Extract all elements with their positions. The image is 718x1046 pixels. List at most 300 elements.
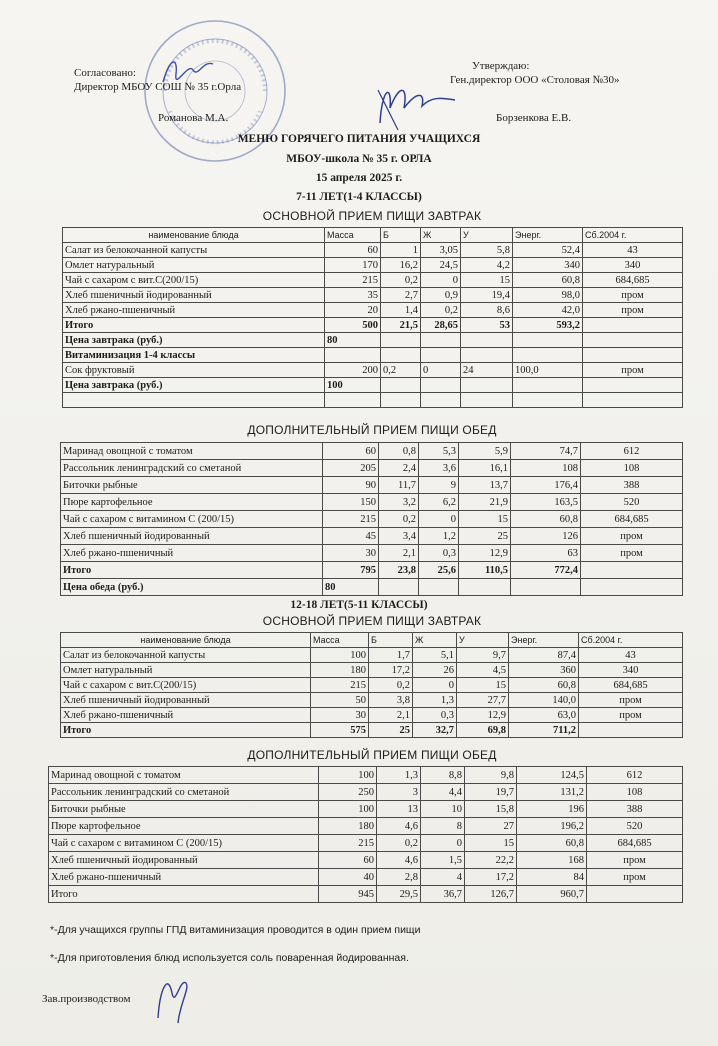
cell-u: 27 [465,818,517,835]
column-header: Ж [421,228,461,243]
cell-u: 8,6 [461,303,513,318]
cell-b: 0,2 [381,363,421,378]
cell-energy: 711,2 [509,723,579,738]
cell-u: 16,1 [459,460,511,477]
cell-sb: 340 [583,258,683,273]
agreed-label: Согласовано: [74,67,136,79]
cell-mass: 50 [311,693,369,708]
cell-name: Салат из белокочанной капусты [61,648,311,663]
cell-name: Цена завтрака (руб.) [63,333,325,348]
agreed-position: Директор МБОУ СОШ № 35 г.Орла [74,81,242,93]
cell-zh [421,348,461,363]
table-row [61,460,683,477]
cell-zh: 0 [421,835,465,852]
cell-sb: 520 [581,494,683,511]
column-header: Б [381,228,421,243]
cell-energy: 87,4 [509,648,579,663]
cell-name: Чай с сахаром с витамином С (200/15) [61,511,323,528]
cell-sb [581,562,683,579]
cell-u: 126,7 [465,886,517,903]
cell-name: Цена завтрака (руб.) [63,378,325,393]
cell-b: 3,4 [379,528,419,545]
cell-mass: 30 [311,708,369,723]
cell-sb: пром [581,528,683,545]
cell-b: 17,2 [369,663,413,678]
cell-zh: 25,6 [419,562,459,579]
cell-u [461,348,513,363]
cell-name: Хлеб пшеничный йодированный [61,693,311,708]
cell-u [461,333,513,348]
cell-mass: 180 [311,663,369,678]
cell-mass [325,348,381,363]
cell-b: 1,4 [381,303,421,318]
cell-zh: 3,05 [421,243,461,258]
cell-energy: 196 [517,801,587,818]
cell-sb: пром [587,869,683,886]
cell-energy: 74,7 [511,443,581,460]
cell-u: 4,5 [457,663,509,678]
table-lunch-2 [48,766,683,903]
cell-name: Хлеб пшеничный йодированный [61,528,323,545]
table-row [49,886,683,903]
cell-mass: 250 [319,784,377,801]
cell-sb [583,393,683,408]
table-row [63,273,683,288]
table-lunch-1 [60,442,683,596]
cell-name: Итого [61,723,311,738]
cell-sb: 684,685 [583,273,683,288]
section-title-lunch-2: ДОПОЛНИТЕЛЬНЫЙ ПРИЕМ ПИЩИ ОБЕД [247,748,497,762]
cell-mass: 215 [323,511,379,528]
cell-name: Витаминизация 1-4 классы [63,348,325,363]
cell-zh [421,333,461,348]
cell-mass: 945 [319,886,377,903]
cell-zh: 0 [419,511,459,528]
table-row [63,288,683,303]
cell-name: Биточки рыбные [49,801,319,818]
cell-name: Хлеб ржано-пшеничный [61,708,311,723]
cell-b [381,378,421,393]
cell-energy: 163,5 [511,494,581,511]
cell-name: Омлет натуральный [63,258,325,273]
cell-zh: 6,2 [419,494,459,511]
cell-u: 15,8 [465,801,517,818]
cell-zh: 5,1 [413,648,457,663]
approval-right [450,59,620,125]
table-row [49,869,683,886]
approved-name: Борзенкова Е.В. [496,112,572,124]
cell-energy: 84 [517,869,587,886]
cell-zh: 0,3 [413,708,457,723]
cell-u: 15 [459,511,511,528]
table-row [61,443,683,460]
cell-sb [583,318,683,333]
table-row [63,318,683,333]
cell-zh: 10 [421,801,465,818]
section-title-lunch-1: ДОПОЛНИТЕЛЬНЫЙ ПРИЕМ ПИЩИ ОБЕД [247,423,497,437]
menu-date: 15 апреля 2025 г. [315,172,403,184]
cell-energy [513,333,583,348]
cell-sb: пром [581,545,683,562]
cell-u: 12,9 [459,545,511,562]
cell-sb: 388 [581,477,683,494]
cell-energy [513,393,583,408]
cell-sb [583,333,683,348]
cell-zh: 0,3 [419,545,459,562]
cell-zh: 8,8 [421,767,465,784]
cell-name: Хлеб ржано-пшеничный [49,869,319,886]
cell-name: Пюре картофельное [49,818,319,835]
cell-energy: 196,2 [517,818,587,835]
cell-energy: 52,4 [513,243,583,258]
cell-zh: 9 [419,477,459,494]
approved-position: Ген.директор ООО «Столовая №30» [450,74,620,86]
cell-zh: 28,65 [421,318,461,333]
cell-sb: 684,685 [587,835,683,852]
column-header: Сб.2004 г. [579,633,683,648]
cell-u: 27,7 [457,693,509,708]
cell-b: 0,8 [379,443,419,460]
cell-u: 15 [457,678,509,693]
table-row [49,801,683,818]
cell-sb: 43 [579,648,683,663]
table-breakfast-2 [60,632,683,738]
cell-zh: 0 [421,363,461,378]
cell-name: Пюре картофельное [61,494,323,511]
table-row [49,835,683,852]
cell-b: 1,7 [369,648,413,663]
cell-b: 16,2 [381,258,421,273]
table-row [61,545,683,562]
cell-energy: 108 [511,460,581,477]
cell-zh: 0 [421,273,461,288]
cell-u [461,378,513,393]
cell-zh: 1,5 [421,852,465,869]
cell-name: Итого [61,562,323,579]
cell-zh: 0 [413,678,457,693]
cell-sb: пром [583,288,683,303]
cell-u: 19,4 [461,288,513,303]
cell-zh: 8 [421,818,465,835]
table-header-row [61,633,683,648]
cell-b: 4,6 [377,818,421,835]
cell-name: Хлеб ржано-пшеничный [61,545,323,562]
cell-u [461,393,513,408]
cell-name: Салат из белокочанной капусты [63,243,325,258]
cell-zh: 36,7 [421,886,465,903]
cell-u: 9,7 [457,648,509,663]
cell-zh: 3,6 [419,460,459,477]
cell-mass: 205 [323,460,379,477]
cell-name [63,393,325,408]
table-row [61,708,683,723]
cell-zh: 1,3 [413,693,457,708]
cell-energy: 60,8 [517,835,587,852]
cell-name: Рассольник ленинградский со сметаной [61,460,323,477]
cell-name: Омлет натуральный [61,663,311,678]
cell-b: 0,2 [379,511,419,528]
cell-mass: 20 [325,303,381,318]
cell-energy: 63 [511,545,581,562]
cell-energy: 100,0 [513,363,583,378]
cell-energy [511,579,581,596]
table-row [61,528,683,545]
cell-b: 2,1 [379,545,419,562]
cell-zh: 26 [413,663,457,678]
cell-zh [421,393,461,408]
cell-name: Хлеб ржано-пшеничный [63,303,325,318]
cell-b: 4,6 [377,852,421,869]
cell-b [381,333,421,348]
table-row [61,579,683,596]
cell-u: 22,2 [465,852,517,869]
cell-b: 11,7 [379,477,419,494]
cell-mass: 80 [323,579,379,596]
cell-b: 2,1 [369,708,413,723]
cell-name: Хлеб пшеничный йодированный [63,288,325,303]
cell-u: 53 [461,318,513,333]
cell-b [379,579,419,596]
column-header: Масса [325,228,381,243]
table-row [49,818,683,835]
cell-b: 2,8 [377,869,421,886]
cell-name: Цена обеда (руб.) [61,579,323,596]
column-header: Б [369,633,413,648]
cell-name: Биточки рыбные [61,477,323,494]
cell-sb: пром [583,303,683,318]
cell-energy: 98,0 [513,288,583,303]
cell-u: 24 [461,363,513,378]
cell-energy: 60,8 [509,678,579,693]
table-row [63,333,683,348]
cell-mass: 200 [325,363,381,378]
cell-mass: 150 [323,494,379,511]
age-group-1: 7-11 ЛЕТ(1-4 КЛАССЫ) [296,191,422,203]
table-row [61,562,683,579]
cell-energy: 63,0 [509,708,579,723]
cell-energy: 593,2 [513,318,583,333]
cell-u: 110,5 [459,562,511,579]
cell-energy: 360 [509,663,579,678]
cell-energy: 340 [513,258,583,273]
cell-b: 0,2 [381,273,421,288]
cell-u: 15 [465,835,517,852]
footnote-vitamins: *-Для учащихся группы ГПД витаминизация проводится в один прием пищи [50,924,421,936]
cell-mass: 500 [325,318,381,333]
cell-mass: 575 [311,723,369,738]
cell-mass: 215 [311,678,369,693]
table-row [61,663,683,678]
cell-mass: 60 [325,243,381,258]
cell-u: 9,8 [465,767,517,784]
cell-sb: 388 [587,801,683,818]
cell-sb: 340 [579,663,683,678]
cell-sb: 612 [587,767,683,784]
cell-name: Маринад овощной с томатом [61,443,323,460]
cell-b: 21,5 [381,318,421,333]
cell-energy: 140,0 [509,693,579,708]
cell-b: 23,8 [379,562,419,579]
table-row [61,678,683,693]
cell-energy: 60,8 [511,511,581,528]
cell-u [459,579,511,596]
cell-name: Маринад овощной с томатом [49,767,319,784]
cell-zh [421,378,461,393]
cell-energy: 131,2 [517,784,587,801]
section-title-breakfast-2: ОСНОВНОЙ ПРИЕМ ПИЩИ ЗАВТРАК [262,614,482,628]
cell-u: 4,2 [461,258,513,273]
cell-energy: 42,0 [513,303,583,318]
cell-b [381,348,421,363]
cell-sb [581,579,683,596]
cell-zh [419,579,459,596]
table-row [61,693,683,708]
cell-b: 3,2 [379,494,419,511]
table-row [63,363,683,378]
cell-sb: пром [587,852,683,869]
table-row [63,348,683,363]
cell-name: Сок фруктовый [63,363,325,378]
approved-label: Утверждаю: [472,60,530,72]
column-header: наименование блюда [61,633,311,648]
cell-b: 2,7 [381,288,421,303]
table-row [61,648,683,663]
cell-u: 25 [459,528,511,545]
cell-sb: пром [583,363,683,378]
cell-energy: 772,4 [511,562,581,579]
cell-mass: 170 [325,258,381,273]
cell-b: 0,2 [377,835,421,852]
cell-energy: 124,5 [517,767,587,784]
cell-zh: 24,5 [421,258,461,273]
cell-mass: 80 [325,333,381,348]
footnote-salt: *-Для приготовления блюд используется соль поваренная йодированная. [50,952,409,964]
cell-name: Хлеб пшеничный йодированный [49,852,319,869]
cell-sb: 684,685 [581,511,683,528]
cell-u: 15 [461,273,513,288]
cell-sb: 612 [581,443,683,460]
manager-signature [150,968,195,1028]
cell-zh: 0,2 [421,303,461,318]
column-header: Сб.2004 г. [583,228,683,243]
table-row [63,303,683,318]
cell-mass [325,393,381,408]
cell-sb [587,886,683,903]
cell-mass: 45 [323,528,379,545]
cell-u: 13,7 [459,477,511,494]
cell-b: 2,4 [379,460,419,477]
cell-sb: пром [579,708,683,723]
cell-zh: 4 [421,869,465,886]
cell-energy: 960,7 [517,886,587,903]
column-header: Энерг. [513,228,583,243]
cell-name: Чай с сахаром с вит.С(200/15) [61,678,311,693]
cell-b: 1,3 [377,767,421,784]
cell-energy: 60,8 [513,273,583,288]
cell-u: 19,7 [465,784,517,801]
cell-name: Чай с сахаром с вит.С(200/15) [63,273,325,288]
cell-zh: 4,4 [421,784,465,801]
table-breakfast-1 [62,227,683,408]
school-name: МБОУ-школа № 35 г. ОРЛА [286,153,432,165]
column-header: Ж [413,633,457,648]
cell-u: 5,8 [461,243,513,258]
cell-energy: 168 [517,852,587,869]
section-title-breakfast-1: ОСНОВНОЙ ПРИЕМ ПИЩИ ЗАВТРАК [262,209,482,223]
production-manager-label: Зав.производством [42,993,131,1005]
age-group-2: 12-18 ЛЕТ(5-11 КЛАССЫ) [290,599,428,611]
cell-mass: 90 [323,477,379,494]
table-header-row [63,228,683,243]
table-row [49,852,683,869]
cell-sb: 108 [581,460,683,477]
general-director-signature [370,78,460,133]
cell-mass: 60 [319,852,377,869]
table-row [61,511,683,528]
cell-zh: 32,7 [413,723,457,738]
cell-b: 0,2 [369,678,413,693]
cell-sb [579,723,683,738]
cell-b [381,393,421,408]
cell-mass: 180 [319,818,377,835]
cell-zh: 0,9 [421,288,461,303]
agreed-name: Романова М.А. [158,112,229,124]
cell-name: Рассольник ленинградский со сметаной [49,784,319,801]
cell-energy [513,348,583,363]
cell-b: 1 [381,243,421,258]
cell-mass: 40 [319,869,377,886]
column-header: У [457,633,509,648]
cell-mass: 100 [311,648,369,663]
cell-b: 3 [377,784,421,801]
cell-mass: 215 [325,273,381,288]
table-row [63,393,683,408]
table-row [63,258,683,273]
cell-u: 69,8 [457,723,509,738]
column-header: наименование блюда [63,228,325,243]
cell-sb [583,378,683,393]
cell-mass: 100 [319,767,377,784]
cell-name: Итого [49,886,319,903]
cell-b: 13 [377,801,421,818]
table-row [49,767,683,784]
table-row [63,378,683,393]
column-header: Энерг. [509,633,579,648]
cell-mass: 100 [325,378,381,393]
cell-name: Чай с сахаром с витамином С (200/15) [49,835,319,852]
column-header: Масса [311,633,369,648]
cell-energy: 126 [511,528,581,545]
cell-mass: 35 [325,288,381,303]
cell-u: 21,9 [459,494,511,511]
cell-sb: 684,685 [579,678,683,693]
cell-sb: 520 [587,818,683,835]
cell-sb: 43 [583,243,683,258]
table-row [49,784,683,801]
cell-u: 17,2 [465,869,517,886]
cell-mass: 215 [319,835,377,852]
column-header: У [461,228,513,243]
table-row [61,494,683,511]
cell-b: 25 [369,723,413,738]
approval-left [74,66,241,125]
table-row [61,723,683,738]
cell-sb: пром [579,693,683,708]
cell-b: 29,5 [377,886,421,903]
cell-b: 3,8 [369,693,413,708]
cell-mass: 795 [323,562,379,579]
cell-mass: 30 [323,545,379,562]
